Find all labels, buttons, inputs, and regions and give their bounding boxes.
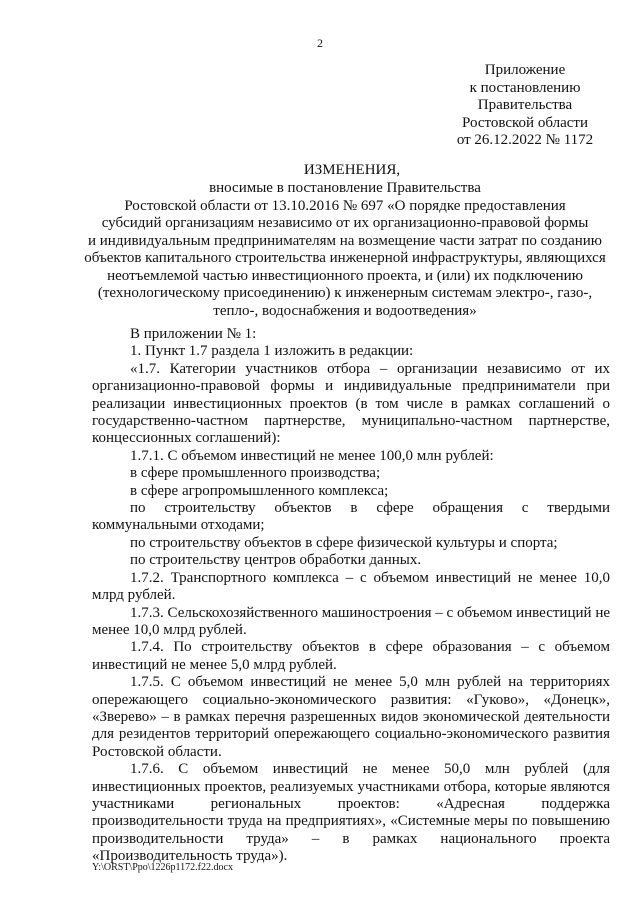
subtitle-line: тепло-, водоснабжения и водоотведения»: [213, 302, 477, 319]
body-paragraph: по строительству центров обработки данных.: [130, 552, 422, 569]
subtitle-line: и индивидуальным предпринимателям на возмещение части затрат по созданию: [87, 232, 602, 249]
body-paragraph: 1.7.2. Транспортного комплекса – с объемом инвестиций не менее 10,0 млрд рублей.: [92, 569, 610, 604]
subtitle-line: объектов капитального строительства инженерной инфраструктуры, являющихся: [84, 250, 606, 266]
subtitle-line: субсидий организациям независимо от их организационно-правовой формы: [101, 215, 589, 231]
appendix-line: Приложение: [484, 62, 566, 78]
document-title: ИЗМЕНЕНИЯ,: [303, 162, 401, 178]
appendix-block: [440, 62, 610, 150]
body-paragraph: 1.7.3. Сельскохозяйственного машиностроения – с объемом инвестиций не менее 10,0 млрд рублей.: [92, 604, 610, 638]
subtitle-line: (технологическому присоединению) к инженерным системам электро-, газо-,: [97, 285, 593, 301]
page-number: 2: [317, 36, 323, 50]
body-paragraph: В приложении № 1:: [130, 326, 257, 342]
body-paragraph: 1.7.4. По строительству объектов в сфере образования – с объемом инвестиций не менее 5,0 млрд рублей.: [92, 639, 610, 673]
file-path-footer: Y:\ORST\Ppo\1226p1172.f22.docx: [92, 862, 233, 873]
body-paragraph: в сфере агропромышленного комплекса;: [130, 482, 389, 499]
body-paragraph: по строительству объектов в сфере физической культуры и спорта;: [130, 534, 558, 551]
body-paragraph: 1.7.1. С объемом инвестиций не менее 100,0 млн рублей:: [130, 447, 494, 464]
subtitle-line: вносимые в постановление Правительства: [209, 180, 481, 196]
document-body: [92, 326, 610, 866]
body-paragraph: 1.7.6. С объемом инвестиций не менее 50,0 млн рублей (для инвестиционных проектов, реализуемых участниками отбора, которые являются участниками региональных проектов: «Адресная поддержка производительности труда на предприятиях», «Системные меры по повышению производительности труда» – в рамках национального проекта «Производительность труда»).: [92, 761, 610, 865]
subtitle-line: Ростовской области от 13.10.2016 № 697 «О порядке предоставления: [124, 197, 566, 214]
body-paragraph: 1.7.5. С объемом инвестиций не менее 5,0 млн рублей на территориях опережающего социально-экономического развития: «Гуково», «Донецк», «Зверево» – в рамках перечня разрешенных видов экономической деятельности для резидентов территорий опережающего социально-экономического развития Ростовской области.: [92, 674, 610, 760]
appendix-line: от 26.12.2022 № 1172: [456, 132, 594, 148]
appendix-line: к постановлению: [469, 79, 581, 96]
body-paragraph: 1. Пункт 1.7 раздела 1 изложить в редакции:: [130, 343, 414, 360]
body-paragraph: «1.7. Категории участников отбора – организации независимо от их организационно-правовой формы и индивидуальные предприниматели при реализации инвестиционных проектов (в том числе в рамках соглашений о государственно-частном партнерстве, муниципально-частном партнерстве, концессионных соглашений):: [92, 360, 610, 447]
subtitle-line: неотъемлемой частью инвестиционного проекта, и (или) их подключению: [107, 267, 583, 284]
body-paragraph: по строительству объектов в сфере обращения с твердыми коммунальными отходами;: [92, 500, 610, 534]
body-paragraph: в сфере промышленного производства;: [130, 465, 381, 482]
document-subtitle: [40, 180, 640, 320]
appendix-line: Правительства: [477, 97, 573, 113]
appendix-line: Ростовской области: [462, 114, 588, 131]
